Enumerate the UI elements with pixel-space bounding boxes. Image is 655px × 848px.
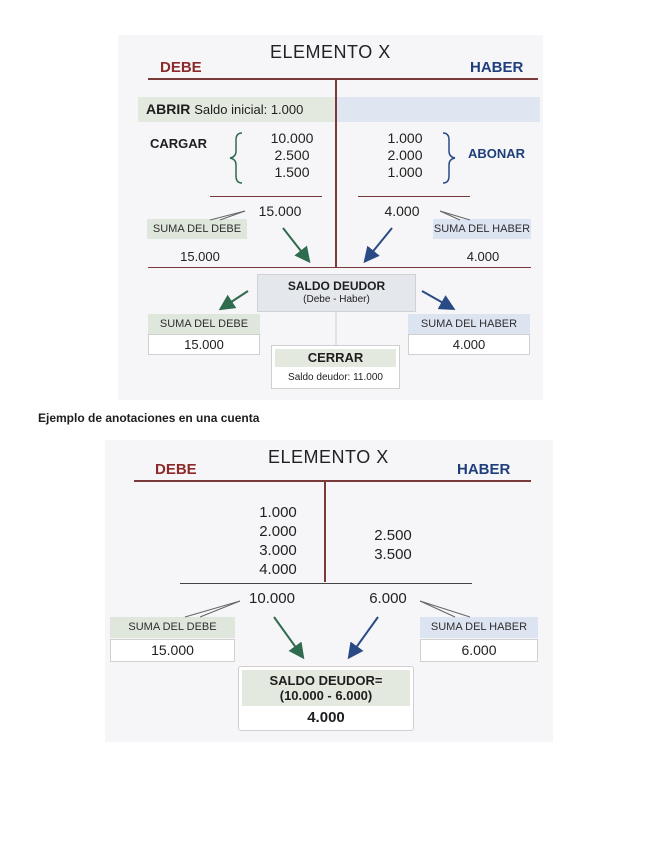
debe-value: 4.000 — [259, 561, 297, 578]
abonar-label: ABONAR — [468, 146, 526, 161]
suma-haber-label-d2: SUMA DEL HABER — [420, 617, 538, 638]
debe-value: 2.000 — [259, 523, 297, 540]
haber-value: 3.500 — [374, 546, 412, 563]
debe-total: 15.000 — [258, 203, 302, 219]
suma-debe-value-2: 15.000 — [148, 334, 260, 355]
saldo-deudor-formula-2: (10.000 - 6.000) — [279, 688, 373, 703]
suma-haber-label: SUMA DEL HABER — [433, 219, 531, 239]
debe-value: 1.000 — [259, 504, 297, 521]
haber-value: 2.000 — [387, 147, 423, 163]
haber-total: 4.000 — [384, 203, 420, 219]
connector-haber-total-2 — [420, 601, 470, 617]
diagram-2-haber-header: HABER — [457, 461, 511, 478]
suma-debe-label-d2: SUMA DEL DEBE — [110, 617, 235, 638]
saldo-deudor-value-2: 4.000 — [307, 709, 345, 726]
haber-value: 1.000 — [387, 130, 423, 146]
saldo-deudor-title: SALDO DEUDOR — [287, 279, 386, 293]
cerrar-label: CERRAR — [275, 349, 396, 367]
diagram-1-title: ELEMENTO X — [270, 42, 391, 62]
saldo-deudor-title-2: SALDO DEUDOR= — [269, 673, 383, 688]
suma-haber-value: 4.000 — [466, 249, 500, 264]
debe-value: 2.500 — [274, 147, 310, 163]
suma-haber-value-d2: 6.000 — [420, 639, 538, 662]
cargar-label: CARGAR — [150, 136, 208, 151]
diagram-1-debe-header: DEBE — [160, 59, 202, 76]
suma-haber-label-2: SUMA DEL HABER — [408, 314, 530, 334]
suma-debe-value-d2: 15.000 — [110, 639, 235, 662]
debe-value: 10.000 — [270, 130, 314, 146]
caption: Ejemplo de anotaciones en una cuenta — [38, 411, 260, 425]
connector-debe-total-2 — [185, 601, 240, 617]
saldo-deudor-sub: (Debe - Haber) — [303, 294, 370, 305]
debe-value: 1.500 — [274, 164, 310, 180]
cerrar-text: Saldo deudor: 11.000 — [288, 372, 383, 383]
suma-debe-label-2: SUMA DEL DEBE — [148, 314, 260, 334]
haber-value: 2.500 — [374, 527, 412, 544]
diagram-2-title: ELEMENTO X — [268, 447, 389, 467]
arrow-haber-to-saldo-2 — [350, 617, 378, 656]
diagram-1-haber-header: HABER — [470, 59, 524, 76]
suma-debe-value: 15.000 — [180, 249, 220, 264]
abrir-label: ABRIR — [146, 101, 191, 117]
haber-value: 1.000 — [387, 164, 423, 180]
haber-total-2: 6.000 — [369, 590, 407, 607]
debe-value: 3.000 — [259, 542, 297, 559]
diagram-2-debe-header: DEBE — [155, 461, 197, 478]
debe-total-2: 10.000 — [249, 590, 295, 607]
abrir-text: Saldo inicial: 1.000 — [194, 102, 304, 117]
suma-haber-value-2: 4.000 — [408, 334, 530, 355]
suma-debe-label: SUMA DEL DEBE — [147, 219, 247, 239]
arrow-debe-to-saldo-2 — [274, 617, 302, 656]
